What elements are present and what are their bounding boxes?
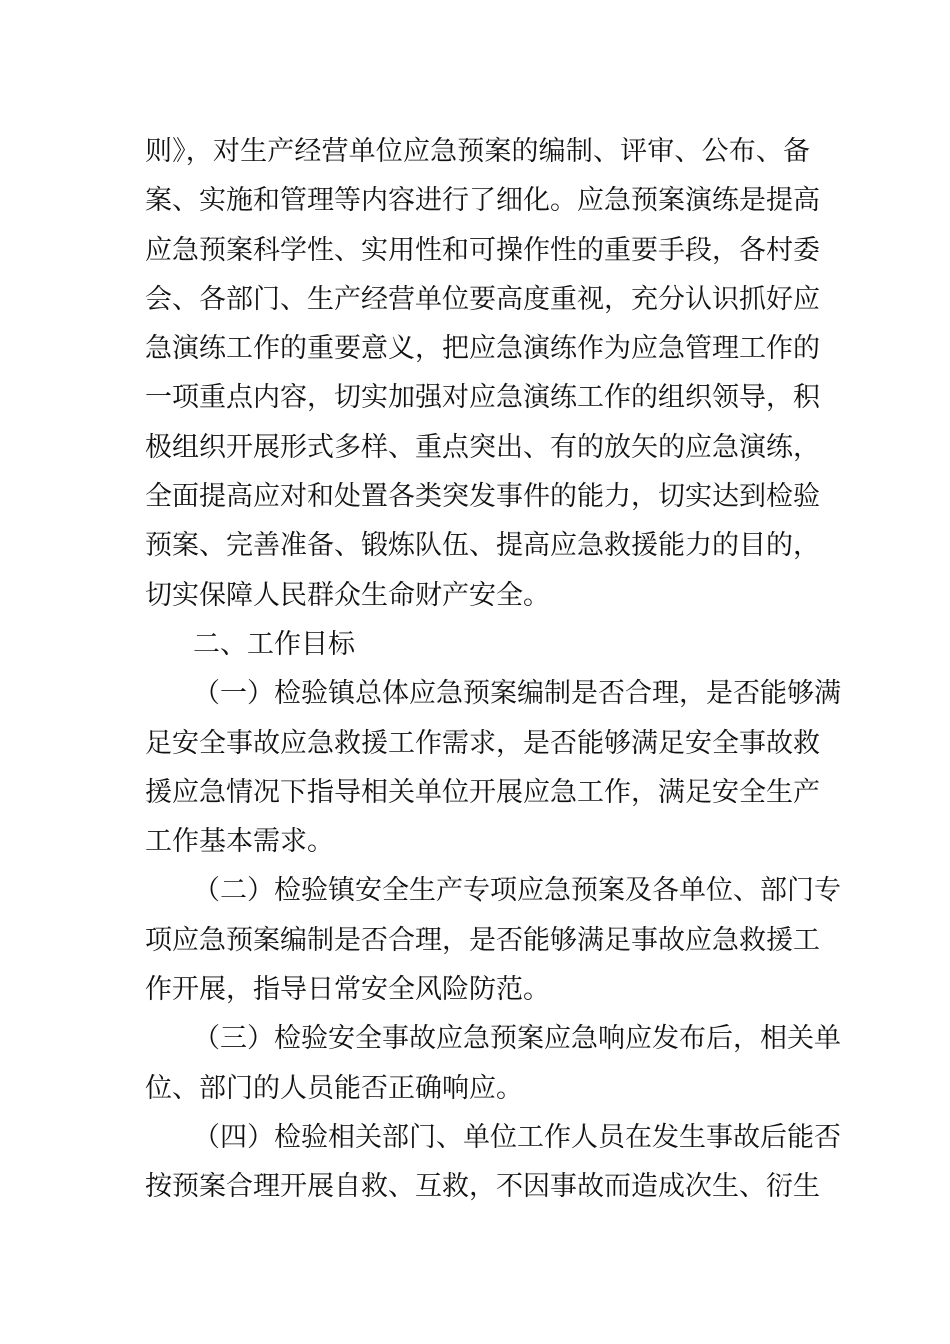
- text-line: 项应急预案编制是否合理，是否能够满足事故应急救援工: [145, 924, 820, 956]
- text-line: 切实保障人民群众生命财产安全。: [145, 579, 550, 611]
- text-line: 则》，对生产经营单位应急预案的编制、评审、公布、备: [145, 136, 810, 167]
- text-line: 位、部门的人员能否正确响应。: [145, 1072, 523, 1104]
- text-line: 极组织开展形式多样、重点突出、有的放矢的应急演练，: [145, 431, 820, 463]
- text-line: 应急预案科学性、实用性和可操作性的重要手段，各村委: [145, 234, 820, 266]
- text-line: 急演练工作的重要意义，把应急演练作为应急管理工作的: [145, 333, 820, 365]
- text-line: 案、实施和管理等内容进行了细化。应急预案演练是提高: [145, 185, 820, 217]
- text-line: （四）检验相关部门、单位工作人员在发生事故后能否: [193, 1121, 841, 1153]
- text-line: 工作基本需求。: [145, 826, 334, 858]
- text-line: 一项重点内容，切实加强对应急演练工作的组织领导，积: [145, 382, 820, 414]
- section-heading: 二、工作目标: [193, 628, 355, 660]
- text-line: （二）检验镇安全生产专项应急预案及各单位、部门专: [193, 875, 841, 907]
- text-line: 预案、完善准备、锻炼队伍、提高应急救援能力的目的，: [145, 530, 820, 562]
- text-line: 会、各部门、生产经营单位要高度重视，充分认识抓好应: [145, 283, 820, 315]
- text-line: 足安全事故应急救援工作需求，是否能够满足安全事故救: [145, 727, 820, 759]
- text-line: 作开展，指导日常安全风险防范。: [145, 974, 550, 1006]
- text-line: 全面提高应对和处置各类突发事件的能力，切实达到检验: [145, 481, 820, 513]
- text-line: （三）检验安全事故应急预案应急响应发布后，相关单: [193, 1023, 841, 1055]
- text-line: 援应急情况下指导相关单位开展应急工作，满足安全生产: [145, 776, 820, 808]
- body-text: [145, 127, 841, 1212]
- text-line: （一）检验镇总体应急预案编制是否合理，是否能够满: [193, 678, 841, 710]
- text-line: 按预案合理开展自救、互救，不因事故而造成次生、衍生: [145, 1171, 820, 1203]
